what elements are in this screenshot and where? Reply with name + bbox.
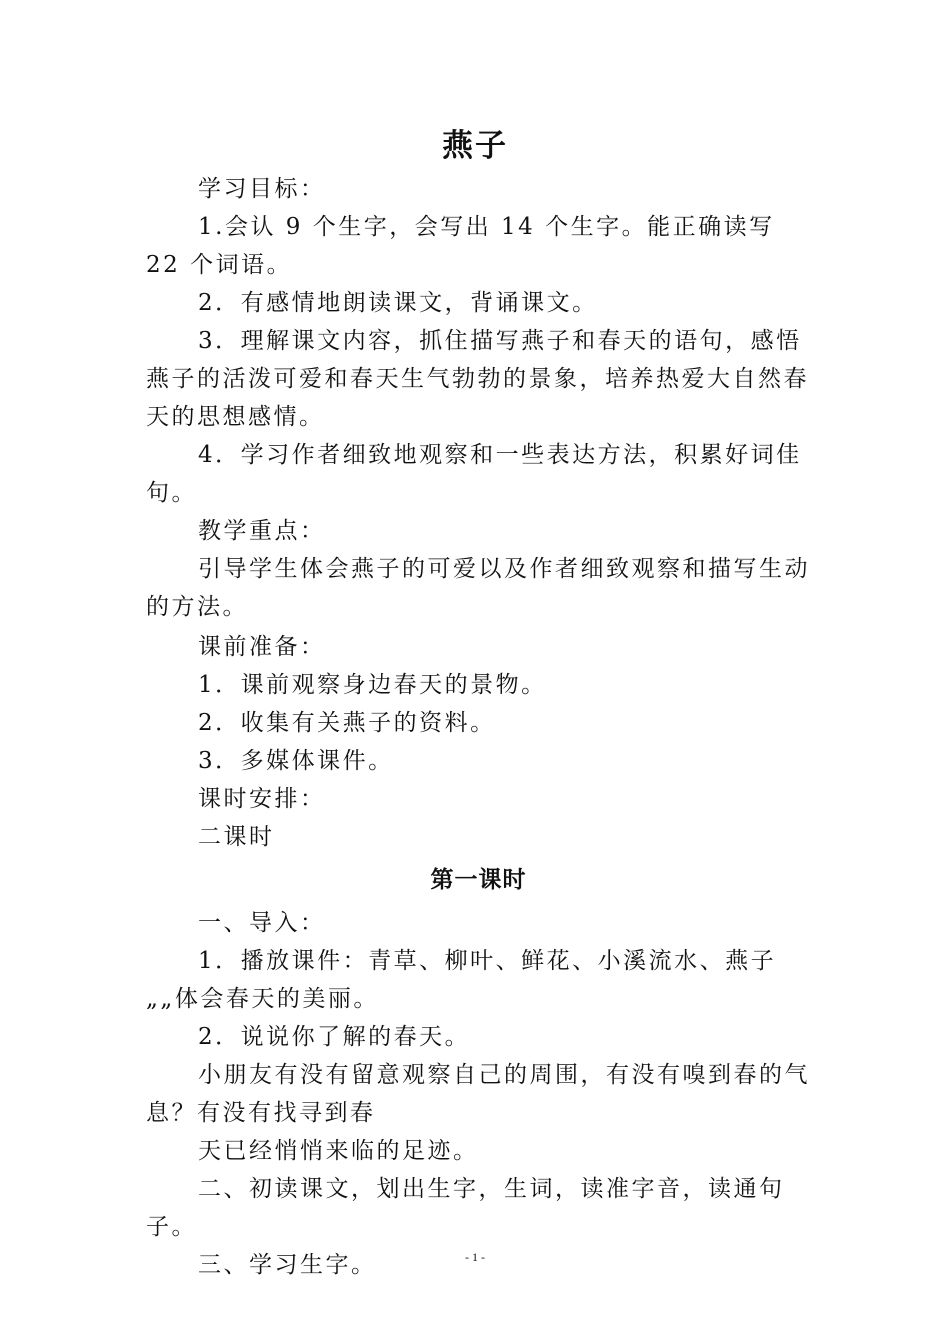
paragraph-schedule: 二课时 [198, 824, 275, 850]
paragraph-key-points: 引导学生体会燕子的可爱以及作者细致观察和描写生动的方法。 [146, 556, 810, 620]
page-number: - 1 - [465, 1250, 485, 1264]
paragraph-preparation-heading: 课前准备： [198, 634, 326, 660]
paragraph-intro-question-cont: 天已经悄悄来临的足迹。 [198, 1138, 479, 1164]
paragraph-goal-3: 3．理解课文内容，抓住描写燕子和春天的语句，感悟燕子的活泼可爱和春天生气勃勃的景象，培养热爱大自然春天的思想感情。 [146, 328, 809, 430]
paragraph-preparation-2: 2．收集有关燕子的资料。 [198, 710, 496, 736]
paragraph-intro-heading: 一、导入： [198, 910, 326, 936]
paragraph-key-points-heading: 教学重点： [198, 518, 326, 544]
paragraph-goal-2: 2．有感情地朗读课文，背诵课文。 [198, 290, 598, 316]
paragraph-goal-1: 1.会认 9 个生字，会写出 14 个生字。能正确读写 22 个词语。 [146, 214, 775, 278]
document-body [146, 170, 811, 1284]
paragraph-schedule-heading: 课时安排： [198, 786, 326, 812]
paragraph-intro-question: 小朋友有没有留意观察自己的周围，有没有嗅到春的气息？有没有找寻到春 [146, 1062, 810, 1126]
paragraph-preparation-1: 1．课前观察身边春天的景物。 [198, 672, 547, 698]
paragraph-preparation-3: 3．多媒体课件。 [198, 748, 394, 774]
paragraph-first-reading: 二、初读课文，划出生字，生词，读准字音，读通句子。 [146, 1176, 785, 1240]
paragraph-learn-characters: 三、学习生字。 [198, 1252, 377, 1278]
paragraph-goal-4: 4．学习作者细致地观察和一些表达方法，积累好词佳句。 [146, 442, 802, 506]
paragraph-intro-2: 2．说说你了解的春天。 [198, 1024, 471, 1050]
paragraph-learning-goals-heading: 学习目标： [198, 176, 326, 202]
paragraph-intro-1: 1．播放课件：青草、柳叶、鲜花、小溪流水、燕子„„体会春天的美丽。 [146, 948, 777, 1012]
section-title: 第一课时 [430, 867, 527, 893]
document-title: 燕子 [442, 128, 508, 164]
